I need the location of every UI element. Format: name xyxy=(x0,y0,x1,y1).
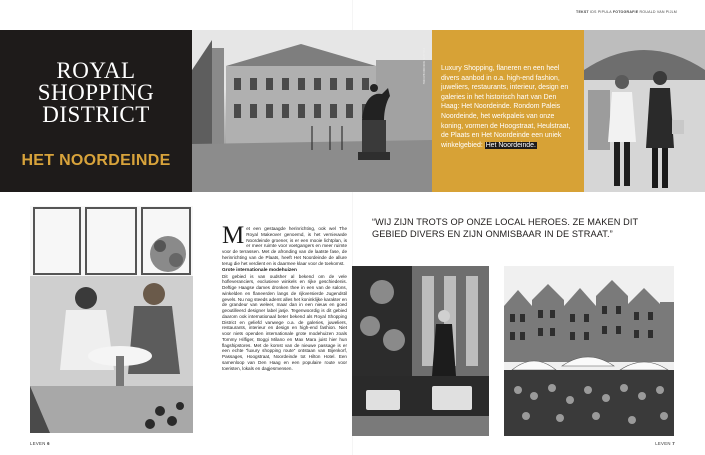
photo-caption-vertical: PALEIS NOORDEINDE xyxy=(422,48,426,85)
cafe-photo xyxy=(30,206,193,433)
pull-quote: “WIJ ZIJN TROTS OP ONZE LOCAL HEROES. ZE MAKEN DIT GEBIED DIVERS EN ZIJN ONMISBAAR IN DE STRAAT.” xyxy=(372,217,639,239)
page-number-left: LEVEN 6 xyxy=(30,441,50,446)
town-square-illustration xyxy=(504,266,674,436)
page-title: ROYAL SHOPPING DISTRICT xyxy=(37,58,155,127)
town-square-photo xyxy=(504,266,674,436)
page-number-right: LEVEN 7 xyxy=(655,441,675,446)
cafe-illustration xyxy=(30,206,193,433)
article-subheading: Grote internationale modehuizen xyxy=(222,267,297,273)
photo-credit-header: TEKST IDS PIPULA FOTOGRAFIE ROUALD VAN PIJLM xyxy=(576,10,677,14)
palace-illustration xyxy=(192,30,432,192)
hero-band xyxy=(0,30,705,192)
intro-text: Luxury Shopping, flaneren en een heel divers aanbod in o.a. high-end fashion, juweliers, restaurants, interieur, design en galeries in het historisch hart van Den Haag: Het Noordeinde. Rondom Paleis Noordeinde, het werkpaleis van onze koning, vormen de Hoogstraat, Heulstraat, de Plaats en Het Noordeinde een uniek winkelgebied: Het Noordeinde. xyxy=(441,65,571,149)
women-illustration xyxy=(584,30,705,192)
article-paragraph-1: et een gestaagde herinrichting, ook wel The Royal Makeover genoemd, is het vernieuwde Noordeinde groener, is er een mooie lichtplan, is er meer ruimte voor voetgangers en meer ruimte voor de terrassen. Met de afronding van de laatste fase, de herinrichting van de Plaats, heeft Het Noordeinde de allure terug die het verdient en is daarmee klaar voor de toekomst. xyxy=(222,226,347,266)
palace-photo xyxy=(192,30,432,192)
title-block xyxy=(0,30,192,192)
intro-highlight: Het Noordeinde. xyxy=(485,141,536,149)
interior-illustration xyxy=(352,266,489,436)
article-paragraph-2: Dit gebied is van oudsher al bekend om de vele hofleveranciers, exclusieve winkels en rijke geschiedenis. Deftige Haagse dames dronken thee in een van de salons, winkelden en flaneerden langs de rijkversierde Jugendstil gevels. Nu nog steeds ademt alles het koninklijke karakter en de grandeur van weleer, maar dan in een nieuw en goed geoutilleerd designer label jasje. Tegenwoordig is dit gebied daarom ook internationaal beter bekend als Royal Shopping District en geliefd vanwege o.a. de galeries, juweliers, restaurants, interieur en design en high-end fashion. Niet voor niets openden internationale grote modehuizen zoals Tommy Hilfiger, Boggi Milano en Max Mara juist hier hun flagshipstores. Met de komst van de nieuwe passage is er een echte “luxury shopping route” ontstaan van Bijenkorf, Passages, Hoogstraat, Noordeinde tot Hilton Hotel. Een samenloop van Den Haag en een populaire route voor toeristen, lokals en dagjesmensen. xyxy=(222,273,347,371)
dropcap: M xyxy=(222,222,245,249)
women-shopping-photo xyxy=(584,30,705,192)
page-subtitle: HET NOORDEINDE xyxy=(21,152,171,169)
article-body xyxy=(222,222,347,371)
interior-photo xyxy=(352,266,489,436)
